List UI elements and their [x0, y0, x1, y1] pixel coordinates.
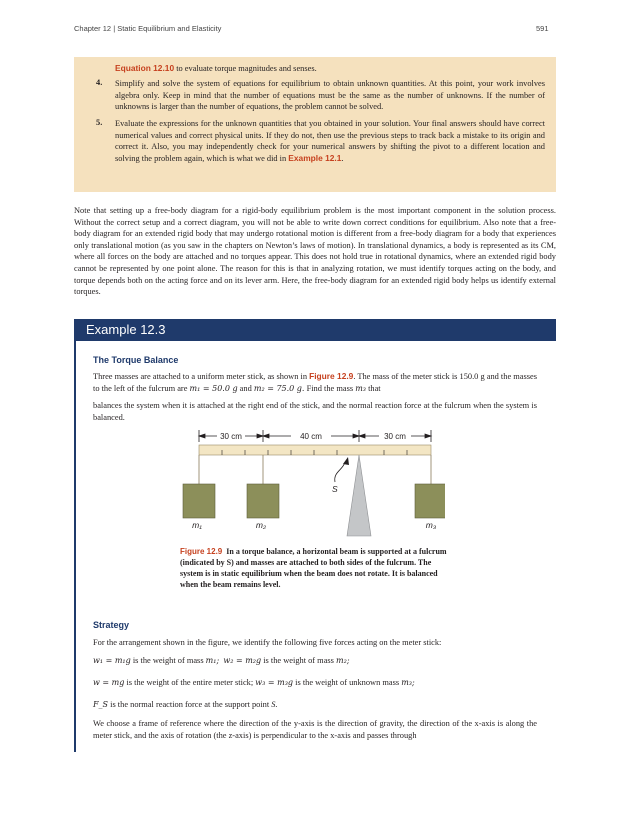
fulcrum-wedge — [347, 455, 371, 536]
w2-text: is the weight of mass — [261, 656, 337, 665]
meter-stick — [199, 445, 431, 455]
example-subtitle: The Torque Balance — [93, 355, 179, 365]
problem-text-c: Find the mass — [304, 383, 356, 393]
mass-m3 — [415, 484, 445, 518]
pivot-arrow — [335, 462, 345, 482]
w3-equation: w₃ = m₃g — [255, 678, 294, 687]
problem-text-a: Three masses are attached to a uniform meter stick, as shown in — [93, 372, 310, 381]
m3-label: m₃ — [425, 520, 437, 530]
example-title: Example 12.3 — [86, 322, 166, 337]
figure-caption — [180, 546, 448, 590]
problem-text-b: . The mass of the meter stick is 150.0 g and the masses to the left of the fulcrum are — [93, 372, 537, 393]
w-equation: w = mg — [93, 678, 125, 687]
m3-symbol: m₃ — [355, 383, 366, 393]
fs-text: is the normal reaction force at the support point — [108, 700, 272, 709]
step3-tail-text: to evaluate torque magnitudes and senses. — [174, 64, 317, 73]
problem-text-d: that — [365, 383, 381, 393]
caption-text: In a torque balance, a horizontal beam is supported at a fulcrum (indicated by S) and masses are attached to both sides of the fulcrum. The system is in static equilibrium when the beam does not rotate. It is balanced when the beam remains level. — [180, 547, 447, 589]
step4-number: 4. — [96, 78, 103, 87]
force-line-2 — [93, 677, 537, 689]
dim-left-label: 30 cm — [220, 432, 242, 441]
w1-equation: w₁ = m₁g — [93, 656, 131, 665]
force-line-1 — [93, 655, 537, 667]
page-number: 591 — [536, 24, 549, 33]
step5-text-body: Evaluate the expressions for the unknown quantities that you obtained in your solution. Your final answers should have correct numerical values and correct physical units. If they do not, then use the previous steps to track back a mistake to its origin and correct it. Also, you may independently check for your numerical answers by shifting the pivot to a different location and solving the problem again, which is what we did in — [115, 119, 545, 163]
w2-equation: w₂ = m₂g — [223, 656, 262, 665]
mass-m1 — [183, 484, 215, 518]
caption-figure-number: Figure 12.9 — [180, 547, 223, 556]
m2-equation: m₂ = 75.0 g. — [253, 383, 305, 393]
step3-tail — [115, 63, 545, 75]
w3-mass: m₃; — [401, 678, 415, 687]
force-line-3 — [93, 699, 537, 711]
w1-text: is the weight of mass — [130, 656, 206, 665]
step5-number: 5. — [96, 118, 103, 127]
frame-paragraph: We choose a frame of reference where the direction of the y-axis is the direction of gravity, the direction of the x-axis is along the meter stick, and the axis of rotation (the z-axis) is perpendicular to the x-axis and passes through — [93, 719, 537, 740]
m2-label: m₂ — [255, 520, 267, 530]
pivot-label: S — [332, 484, 338, 494]
w2-mass: m₂; — [336, 656, 350, 665]
example-problem-line2: balances the system when it is attached at the right end of the stick, and the normal reaction force at the fulcrum when the system is balanced. — [93, 401, 537, 422]
strategy-box — [74, 57, 556, 192]
example-link[interactable]: Example 12.1 — [288, 152, 342, 163]
chapter-header: Chapter 12 | Static Equilibrium and Elasticity — [74, 24, 222, 33]
torque-balance-figure — [175, 424, 445, 542]
m1-label: m₁ — [192, 520, 202, 530]
step4-text: Simplify and solve the system of equations for equilibrium to obtain unknown quantities. At this point, your work involves algebra only. Keep in mind that the number of equations must be the same as the number of unknowns. If the number of unknowns is larger than the number of equations, the problem cannot be solved. — [115, 79, 545, 112]
pivot-arrowhead — [343, 457, 349, 465]
fs-symbol: F_S — [93, 700, 109, 709]
step5-end: . — [341, 153, 344, 163]
w1-mass: m₁; — [205, 656, 220, 665]
dim-mid-label: 40 cm — [300, 432, 322, 441]
strategy-heading: Strategy — [93, 620, 130, 630]
example-left-rule — [74, 341, 76, 752]
mass-m2 — [247, 484, 279, 518]
step5-text — [115, 118, 545, 164]
body-paragraph: Note that setting up a free-body diagram for a rigid-body equilibrium problem is the most important component in the solution process. Without the correct setup and a correct diagram, you will not be able to write down correct conditions for equilibrium. Also note that a free-body diagram for an extended rigid body that may undergo rotational motion is different from a free-body diagram for a body that experiences only translational motion (as you saw in the chapters on Newton’s laws of motion). In translational dynamics, a body is represented as its CM, where all forces on the body are attached and no torques appear. This does not hold true in rotational dynamics, where an extended rigid body cannot be represented by one point alone. The reason for this is that in analyzing rotation, we must identify torques acting on the body, and torque depends both on the acting force and on its lever arm. Here, the free-body diagram for an extended rigid body helps us identify external torques. — [74, 206, 556, 297]
w-text: is the weight of the entire meter stick; — [124, 678, 256, 687]
w3-text: is the weight of unknown mass — [293, 678, 402, 687]
problem-and: and — [237, 383, 254, 393]
example-problem-line1 — [93, 371, 537, 394]
figure-link[interactable]: Figure 12.9 — [309, 371, 354, 381]
strategy-intro: For the arrangement shown in the figure, we identify the following five forces acting on the meter stick: — [93, 638, 442, 647]
example-banner — [74, 319, 556, 341]
fs-point: S. — [271, 700, 278, 709]
dim-right-label: 30 cm — [384, 432, 406, 441]
equation-link[interactable]: Equation 12.10 — [115, 63, 175, 73]
m1-equation: m₁ = 50.0 g — [189, 383, 238, 393]
